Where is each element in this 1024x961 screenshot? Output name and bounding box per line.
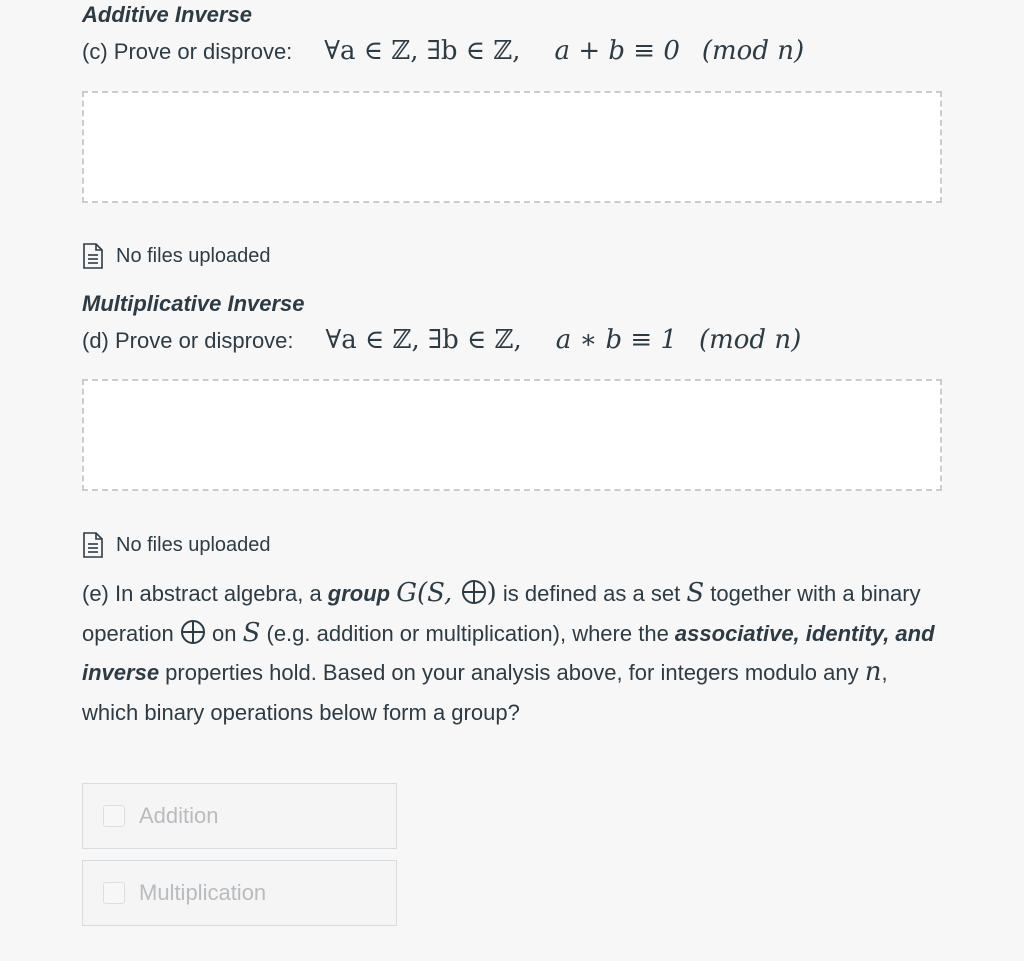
file-status-text-c: No files uploaded bbox=[116, 244, 271, 267]
file-upload-dropzone-c[interactable] bbox=[82, 91, 942, 203]
file-status-d bbox=[82, 532, 271, 558]
question-e-text-part: (e) In abstract algebra, a bbox=[82, 581, 328, 606]
set-s: S bbox=[686, 578, 705, 608]
file-status-text-d: No files uploaded bbox=[116, 533, 271, 556]
question-d-mod: (mod n) bbox=[698, 325, 802, 355]
question-e-text-part: , which binary operations below form a group? bbox=[82, 660, 888, 725]
oplus-icon bbox=[461, 579, 487, 605]
oplus-icon bbox=[180, 619, 206, 645]
variable-n: n bbox=[864, 657, 882, 687]
document-icon bbox=[82, 532, 104, 558]
group-term: group bbox=[327, 581, 391, 606]
question-d-expression: a ∗ b ≡ 1 bbox=[555, 325, 677, 355]
question-d-quantifier: ∀a ∈ ℤ, ∃b ∈ ℤ, bbox=[325, 325, 522, 355]
question-e-text bbox=[82, 574, 948, 732]
question-e-text-part: together with a binary operation bbox=[82, 581, 921, 646]
file-status-c bbox=[82, 243, 271, 269]
choice-label-multiplication: Multiplication bbox=[139, 880, 267, 905]
question-e-text-part: (e.g. addition or multiplication), where the bbox=[260, 620, 675, 646]
question-c-expression: a + b ≡ 0 bbox=[554, 36, 680, 66]
group-notation-g: G bbox=[396, 578, 418, 608]
document-icon bbox=[82, 243, 104, 269]
question-d-prefix: (d) Prove or disprove: bbox=[82, 328, 294, 353]
question-c-prefix: (c) Prove or disprove: bbox=[82, 39, 293, 64]
section-title-multiplicative-inverse: Multiplicative Inverse bbox=[82, 291, 305, 316]
section-title-additive-inverse: Additive Inverse bbox=[82, 2, 252, 27]
question-c-mod: (mod n) bbox=[701, 36, 805, 66]
choice-label-addition: Addition bbox=[139, 803, 219, 828]
question-e-text-part: on bbox=[205, 620, 243, 646]
choice-addition[interactable] bbox=[82, 783, 397, 849]
question-c bbox=[82, 36, 804, 66]
question-e-text-part: properties hold. Based on your analysis above, for integers modulo any bbox=[159, 660, 865, 685]
question-e-text-part: is defined as a set bbox=[496, 581, 687, 606]
group-properties: associative, identity, and inverse bbox=[82, 620, 935, 685]
group-notation-close: ) bbox=[486, 578, 497, 608]
choice-multiplication[interactable] bbox=[82, 860, 397, 926]
group-notation-args: (S, bbox=[417, 578, 461, 608]
set-s: S bbox=[242, 617, 261, 648]
checkbox-multiplication[interactable] bbox=[103, 882, 125, 904]
file-upload-dropzone-d[interactable] bbox=[82, 379, 942, 491]
question-d bbox=[82, 325, 801, 355]
question-c-quantifier: ∀a ∈ ℤ, ∃b ∈ ℤ, bbox=[324, 36, 521, 66]
checkbox-addition[interactable] bbox=[103, 805, 125, 827]
